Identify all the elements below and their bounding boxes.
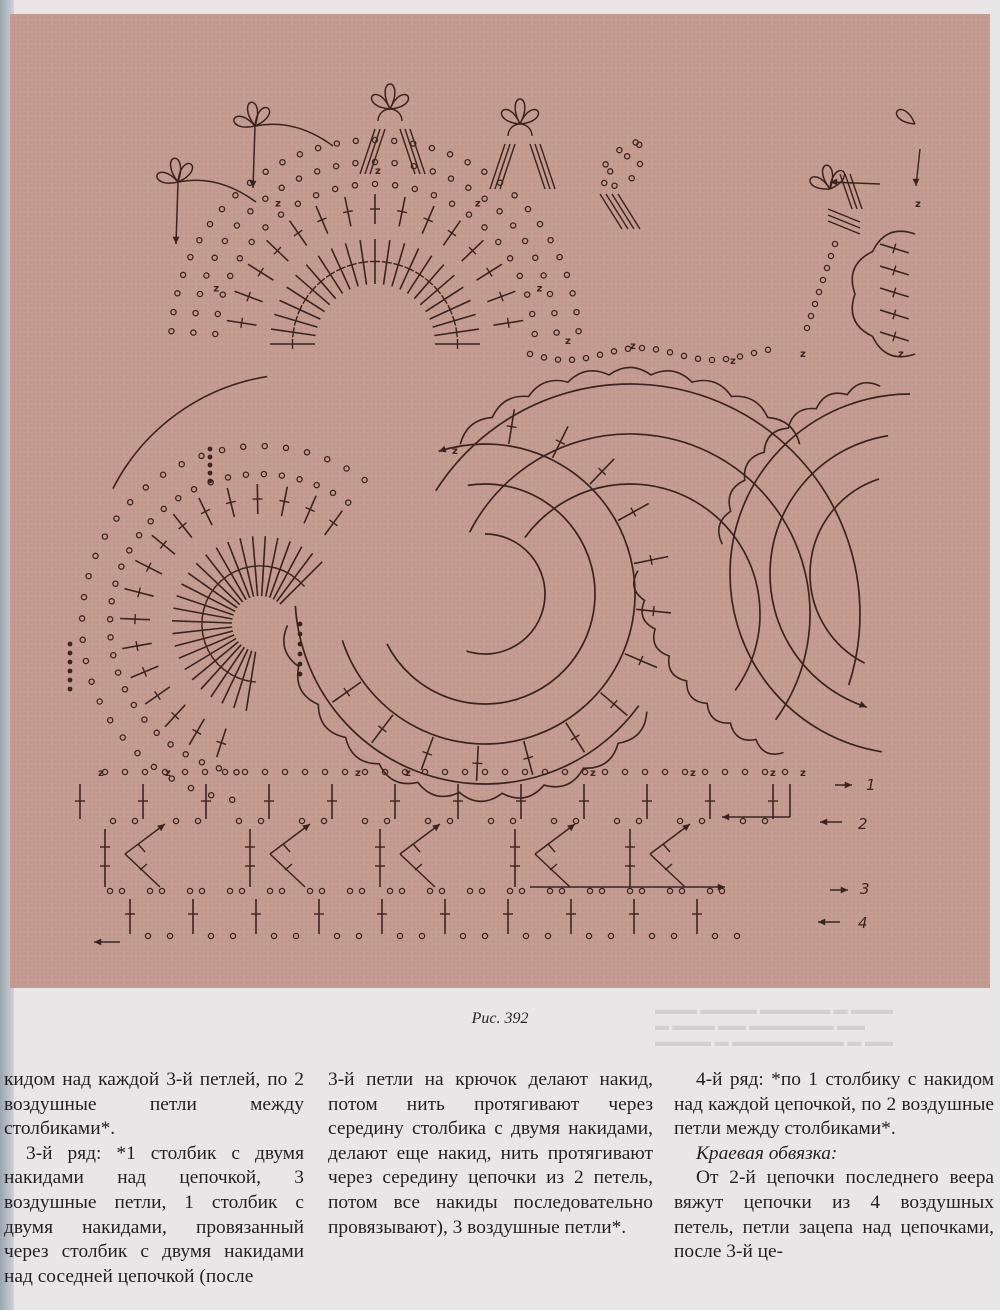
svg-text:z: z xyxy=(213,283,220,295)
row-label-1: 1 xyxy=(866,776,876,794)
crochet-diagram-figure xyxy=(10,14,990,988)
svg-text:z: z xyxy=(565,336,571,347)
row-label-4: 4 xyxy=(858,914,868,932)
paragraph: 4-й ряд: *по 1 столбику с накидом над каждой цепочкой, по 2 воздушные петли между столбиками*. xyxy=(674,1069,994,1140)
svg-text:z: z xyxy=(536,283,543,295)
paragraph: кидом над каждой 3-й петлей, по 2 воздушные петли между столбиками*. xyxy=(4,1069,304,1140)
svg-text:z: z xyxy=(275,198,281,210)
row-label-2: 2 xyxy=(858,815,868,833)
text-column-2 xyxy=(328,1068,653,1240)
section-heading-edging: Краевая обвязка: xyxy=(696,1142,838,1164)
svg-text:z: z xyxy=(474,198,481,210)
paragraph: 3-й ряд: *1 столбик с двумя накидами над цепочкой, 3 воздушные петли, 1 столбик с двумя накидами, провязанный через столбик с двумя накидами над соседней цепочкой (после xyxy=(4,1142,304,1287)
svg-text:z: z xyxy=(590,768,596,779)
crochet-chart-svg xyxy=(10,14,990,988)
svg-text:z: z xyxy=(898,349,904,360)
svg-text:z: z xyxy=(915,199,921,210)
paragraph: От 2-й цепочки последнего веера вяжут цепочки из 4 воздушных петель, петли зацепа над цепочками, после 3-й це- xyxy=(674,1167,994,1263)
svg-text:z: z xyxy=(770,768,776,779)
row-label-3: 3 xyxy=(860,880,870,898)
svg-text:z: z xyxy=(630,341,636,352)
svg-text:z: z xyxy=(800,768,806,779)
svg-text:z: z xyxy=(355,768,361,779)
text-column-1 xyxy=(4,1068,304,1289)
svg-text:z: z xyxy=(405,768,411,779)
bleed-through-text: ▬▬▬ ▬▬▬▬ ▬▬▬▬▬ ▬ ▬▬▬ ▬ ▬▬▬ ▬▬ ▬▬▬▬▬▬ ▬▬ ▬▬▬▬ ▬ ▬▬▬▬▬▬▬▬ ▬ ▬▬ xyxy=(655,1003,893,1050)
paragraph: 3-й петли на крючок делают накид, потом нить протягивают через середину столбика с двумя накидами, делают еще накид, нить протягивают через середину цепочки из 2 петель, потом все накиды последовательно провязывают), 3 воздушные петли*. xyxy=(328,1069,653,1238)
svg-text:z: z xyxy=(730,356,736,367)
svg-text:z: z xyxy=(165,768,171,779)
svg-text:z: z xyxy=(98,768,104,779)
svg-text:z: z xyxy=(375,166,381,177)
text-column-3 xyxy=(674,1068,994,1265)
figure-caption: Рис. 392 xyxy=(471,1010,529,1027)
svg-text:z: z xyxy=(452,446,458,457)
svg-text:z: z xyxy=(690,768,696,779)
svg-text:z: z xyxy=(800,349,806,360)
